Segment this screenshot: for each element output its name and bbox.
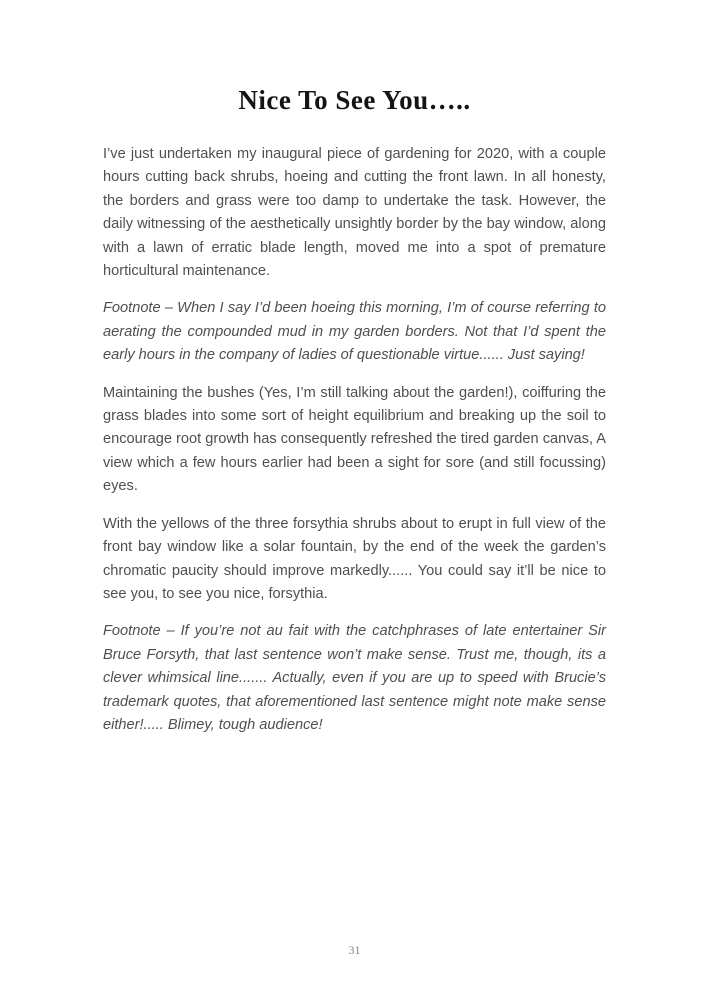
page-title: Nice To See You….. [238,85,471,115]
page-content [103,143,606,737]
footnote-paragraph-2: Footnote – If you’re not au fait with the catchphrases of late entertainer Sir Bruce Forsyth, that last sentence won’t make sense. Trust me, though, its a clever whimsical line....... Actually, even if you are up to speed with Brucie’s trademark quotes, that aforementioned last sentence might note make sense either!..... Blimey, tough audience! [103,623,606,733]
page-number: 31 [348,943,361,957]
paragraph-3: With the yellows of the three forsythia shrubs about to erupt in full view of the front bay window like a solar fountain, by the end of the week the garden’s chromatic paucity should improve markedly...... You could say it’ll be nice to see you, to see you nice, forsythia. [103,515,606,602]
footnote-paragraph-1: Footnote – When I say I’d been hoeing this morning, I’m of course referring to aerating the compounded mud in my garden borders. Not that I’d spent the early hours in the company of ladies of questionable virtue...... Just saying! [103,300,606,364]
paragraph-2: Maintaining the bushes (Yes, I’m still talking about the garden!), coiffuring the grass blades into some sort of height equilibrium and breaking up the soil to encourage root growth has consequently refreshed the tired garden canvas, A view which a few hours earlier had been a sight for sore (and still focussing) eyes. [103,384,606,495]
paragraph-1: I’ve just undertaken my inaugural piece of gardening for 2020, with a couple hours cutting back shrubs, hoeing and cutting the front lawn. In all honesty, the borders and grass were too damp to undertake the task. However, the daily witnessing of the aesthetically unsightly border by the bay window, along with a lawn of erratic blade length, moved me into a spot of premature horticultural maintenance. [103,146,606,280]
